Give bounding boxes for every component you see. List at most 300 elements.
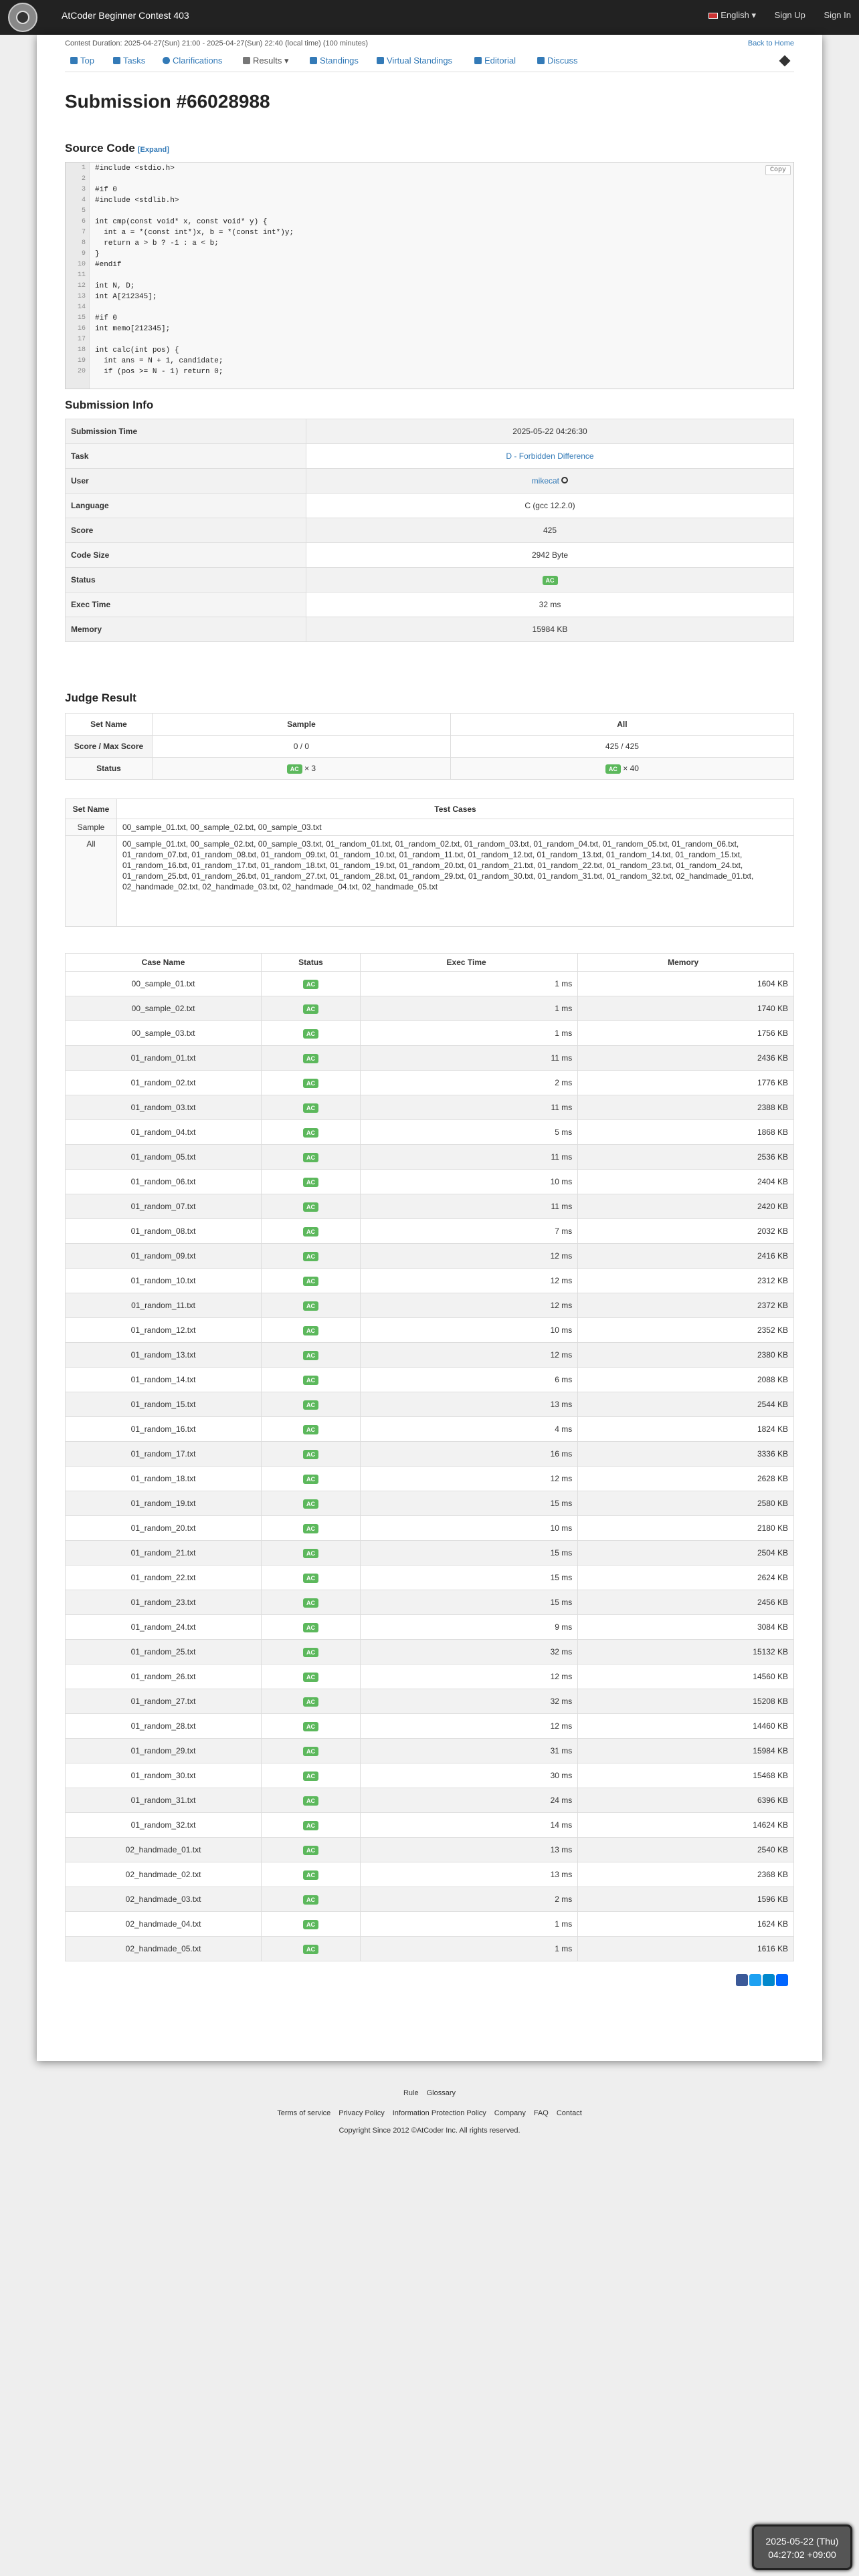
case-name-cell: 02_handmade_05.txt [66,1937,262,1961]
twitter-icon[interactable] [749,1974,761,1986]
info-label: Status [66,568,306,593]
signup-link[interactable]: Sign Up [774,10,805,20]
code-text: int A[212345]; [95,293,157,301]
info-row [66,444,794,469]
case-name-cell: 01_random_30.txt [66,1763,262,1788]
case-exec-time-cell: 24 ms [360,1788,577,1813]
col-case-name: Case Name [66,954,262,972]
table-row [66,1392,794,1417]
case-memory-cell: 2388 KB [578,1095,794,1120]
case-status-cell [262,1862,361,1887]
info-label: Language [66,494,306,518]
line-number: 3 [81,186,86,193]
case-name-cell: 02_handmade_02.txt [66,1862,262,1887]
telegram-icon[interactable] [763,1974,775,1986]
line-number: 12 [77,282,86,290]
case-status-cell [262,1665,361,1689]
status-badge: AC [605,764,621,774]
code-text: int ans = N + 1, candidate; [95,357,223,365]
line-number: 16 [77,325,86,332]
list-icon [113,57,120,64]
tab-top-label: Top [80,56,94,66]
footer-terms-link[interactable]: Terms of service [277,2109,331,2117]
status-badge: AC [303,1029,318,1039]
table-row [66,1194,794,1219]
uk-flag-icon [708,13,718,19]
table-row [66,1541,794,1566]
code-line [66,367,793,377]
col-exec-time: Exec Time [360,954,577,972]
case-memory-cell: 1756 KB [578,1021,794,1046]
tab-standings[interactable] [310,56,359,66]
task-link[interactable]: D - Forbidden Difference [506,451,594,461]
code-line [66,271,793,280]
language-value: C (gcc 12.2.0) [306,494,794,518]
case-exec-time-cell: 9 ms [360,1615,577,1640]
status-badge: AC [287,764,302,774]
set-cases: 00_sample_01.txt, 00_sample_02.txt, 00_sample_03.txt [117,819,794,836]
line-number: 18 [77,346,86,354]
tab-virtual-label: Virtual Standings [387,56,453,66]
case-memory-cell: 2180 KB [578,1516,794,1541]
case-memory-cell: 3084 KB [578,1615,794,1640]
case-exec-time-cell: 1 ms [360,972,577,996]
case-name-cell: 01_random_13.txt [66,1343,262,1368]
contest-nav [65,52,794,72]
info-label: Submission Time [66,419,306,444]
table-row [66,1912,794,1937]
info-row [66,593,794,617]
code-line [66,228,793,237]
table-row [66,1665,794,1689]
code-text: int calc(int pos) { [95,346,179,354]
case-memory-cell: 1740 KB [578,996,794,1021]
case-exec-time-cell: 13 ms [360,1862,577,1887]
code-line [66,346,793,355]
table-row [66,1071,794,1095]
code-line [66,207,793,216]
status-badge: AC [303,980,318,989]
table-row [66,1021,794,1046]
code-line [66,282,793,291]
case-exec-time-cell: 12 ms [360,1467,577,1491]
table-row [66,1120,794,1145]
case-memory-cell: 2404 KB [578,1170,794,1194]
case-exec-time-cell: 11 ms [360,1046,577,1071]
case-name-cell: 01_random_07.txt [66,1194,262,1219]
case-name-cell: 01_random_21.txt [66,1541,262,1566]
code-line [66,164,793,173]
language-label: English [721,10,749,20]
case-name-cell: 01_random_19.txt [66,1491,262,1516]
table-icon [243,57,250,64]
case-status-cell [262,1318,361,1343]
case-memory-cell: 2420 KB [578,1194,794,1219]
case-exec-time-cell: 1 ms [360,1912,577,1937]
facebook-icon[interactable] [736,1974,748,1986]
case-status-cell [262,1491,361,1516]
case-memory-cell: 1776 KB [578,1071,794,1095]
case-status-cell [262,996,361,1021]
status-badge: AC [303,1153,318,1162]
table-row [66,1219,794,1244]
sort-icon [310,57,317,64]
status-badge: AC [543,576,558,585]
case-memory-cell: 2088 KB [578,1368,794,1392]
case-memory-cell: 15468 KB [578,1763,794,1788]
case-status-cell [262,1194,361,1219]
footer-privacy-link[interactable]: Privacy Policy [339,2109,385,2117]
status-badge: AC [303,1202,318,1212]
submission-time: 2025-05-22 04:26:30 [306,419,794,444]
case-exec-time-cell: 12 ms [360,1269,577,1293]
source-code-block[interactable] [65,162,794,389]
signin-link[interactable]: Sign In [824,10,851,20]
line-number: 9 [81,250,86,257]
source-code-heading [65,142,169,155]
case-status-cell [262,1417,361,1442]
status-badge: AC [303,1574,318,1583]
line-number: 5 [81,207,86,215]
pin-icon[interactable] [779,56,791,67]
table-row [66,1318,794,1343]
case-name-cell: 00_sample_03.txt [66,1021,262,1046]
code-text: #endif [95,261,122,269]
case-status-cell [262,1590,361,1615]
case-name-cell: 01_random_22.txt [66,1566,262,1590]
expand-link[interactable]: [Expand] [137,146,169,154]
row-status: Status [66,758,153,780]
table-row [66,1615,794,1640]
case-memory-cell: 1616 KB [578,1937,794,1961]
code-text: #if 0 [95,186,118,194]
case-exec-time-cell: 10 ms [360,1170,577,1194]
line-number: 11 [77,272,86,279]
case-exec-time-cell: 15 ms [360,1566,577,1590]
line-number: 10 [77,261,86,268]
table-row [66,972,794,996]
status-badge: AC [303,1524,318,1533]
case-status-cell [262,1368,361,1392]
case-exec-time-cell: 13 ms [360,1392,577,1417]
table-row [66,1763,794,1788]
case-status-cell [262,1343,361,1368]
set-name: Sample [66,819,117,836]
code-line [66,356,793,366]
footer-rule-link[interactable]: Rule [403,2089,419,2097]
back-home-link[interactable]: Back to Home [747,39,794,47]
footer [0,2089,859,2135]
case-name-cell: 01_random_23.txt [66,1590,262,1615]
status-badge: AC [303,1400,318,1410]
line-number: 4 [81,197,86,204]
table-row [66,1788,794,1813]
question-icon [163,57,170,64]
status-badge: AC [303,1697,318,1707]
case-exec-time-cell: 11 ms [360,1194,577,1219]
case-memory-cell: 1824 KB [578,1417,794,1442]
case-status-cell [262,1714,361,1739]
case-exec-time-cell: 1 ms [360,1937,577,1961]
col-set-name: Set Name [66,799,117,819]
status-badge: AC [303,1796,318,1806]
code-line [66,249,793,259]
clock-time: 04:27:02 +09:00 [768,2549,836,2560]
code-line [66,175,793,184]
case-memory-cell: 14460 KB [578,1714,794,1739]
footer-glossary-link[interactable]: Glossary [426,2089,456,2097]
clock-widget [752,2525,852,2570]
footer-company-link[interactable]: Company [494,2109,526,2117]
case-exec-time-cell: 15 ms [360,1491,577,1516]
case-status-cell [262,1763,361,1788]
case-memory-cell: 2312 KB [578,1269,794,1293]
case-name-cell: 01_random_26.txt [66,1665,262,1689]
case-name-cell: 01_random_10.txt [66,1269,262,1293]
language-select[interactable]: English ▾ [692,10,756,20]
case-status-cell [262,1541,361,1566]
case-exec-time-cell: 31 ms [360,1739,577,1763]
status-badge: AC [303,1772,318,1781]
home-icon [70,57,78,64]
case-name-cell: 01_random_27.txt [66,1689,262,1714]
tab-standings-label: Standings [320,56,359,66]
source-heading-text: Source Code [65,142,135,154]
case-name-cell: 01_random_20.txt [66,1516,262,1541]
case-status-cell [262,1566,361,1590]
status-badge: AC [303,1277,318,1286]
case-exec-time-cell: 12 ms [360,1244,577,1269]
case-exec-time-cell: 2 ms [360,1887,577,1912]
case-memory-cell: 1596 KB [578,1887,794,1912]
status-badge: AC [303,1425,318,1434]
status-badge: AC [303,1475,318,1484]
line-number: 2 [81,175,86,183]
table-row [66,1516,794,1541]
case-status-cell [262,1071,361,1095]
case-status-cell [262,1838,361,1862]
case-status-cell [262,1120,361,1145]
tab-results[interactable]: Results ▾ [243,56,289,66]
case-name-cell: 01_random_32.txt [66,1813,262,1838]
status-badge: AC [303,1870,318,1880]
contest-duration: Contest Duration: 2025-04-27(Sun) 21:00 - 2025-04-27(Sun) 22:40 (local time) (100 minutes) [65,39,369,47]
case-memory-cell: 3336 KB [578,1442,794,1467]
all-score: 425 / 425 [450,736,793,758]
info-label: Exec Time [66,593,306,617]
code-line [66,185,793,195]
case-name-cell: 01_random_25.txt [66,1640,262,1665]
status-badge: AC [303,1178,318,1187]
judge-result-table [65,713,794,780]
table-row [66,1491,794,1516]
status-badge: AC [303,1252,318,1261]
line-number: 14 [77,304,86,311]
tab-clarifications-label: Clarifications [173,56,223,66]
status-badge: AC [303,1227,318,1237]
status-badge: AC [303,1722,318,1731]
case-name-cell: 01_random_01.txt [66,1046,262,1071]
case-exec-time-cell: 6 ms [360,1368,577,1392]
table-row [66,996,794,1021]
status-badge: AC [303,1128,318,1138]
col-set-name: Set Name [66,714,153,736]
contest-title-link[interactable]: AtCoder Beginner Contest 403 [62,10,189,21]
case-name-cell: 02_handmade_03.txt [66,1887,262,1912]
code-text: int cmp(const void* x, const void* y) { [95,218,268,226]
table-row [66,1244,794,1269]
copyright: Copyright Since 2012 ©AtCoder Inc. All rights reserved. [339,2127,520,2135]
case-status-cell [262,1640,361,1665]
case-name-cell: 01_random_12.txt [66,1318,262,1343]
case-status-cell [262,1046,361,1071]
case-exec-time-cell: 12 ms [360,1293,577,1318]
case-name-cell: 01_random_05.txt [66,1145,262,1170]
case-memory-cell: 14560 KB [578,1665,794,1689]
case-name-cell: 01_random_31.txt [66,1788,262,1813]
case-status-cell [262,1912,361,1937]
case-name-cell: 01_random_17.txt [66,1442,262,1467]
case-memory-cell: 1868 KB [578,1120,794,1145]
case-name-cell: 01_random_09.txt [66,1244,262,1269]
case-exec-time-cell: 7 ms [360,1219,577,1244]
status-badge: AC [303,1623,318,1632]
tab-discuss[interactable] [537,56,578,66]
col-status: Status [262,954,361,972]
page-title: Submission #66028988 [65,91,270,112]
table-row [66,1937,794,1961]
info-row [66,419,794,444]
case-memory-cell: 2456 KB [578,1590,794,1615]
tab-tasks-label: Tasks [123,56,146,66]
line-number: 7 [81,229,86,236]
copy-button[interactable]: Copy [765,165,791,175]
footer-faq-link[interactable]: FAQ [533,2109,549,2117]
case-status-cell [262,1442,361,1467]
case-exec-time-cell: 11 ms [360,1145,577,1170]
case-exec-time-cell: 4 ms [360,1417,577,1442]
tab-results-label: Results [253,56,282,66]
info-row [66,568,794,593]
case-name-cell: 01_random_06.txt [66,1170,262,1194]
code-text: int a = *(const int*)x, b = *(const int*)y; [95,229,294,237]
table-row [66,1467,794,1491]
atcoder-logo[interactable] [8,3,37,32]
case-exec-time-cell: 12 ms [360,1343,577,1368]
status-badge: AC [303,1895,318,1905]
status-badge: AC [303,1549,318,1558]
case-status-cell [262,1887,361,1912]
code-line [66,292,793,302]
case-exec-time-cell: 14 ms [360,1813,577,1838]
exec-time-value: 32 ms [306,593,794,617]
code-text: if (pos >= N - 1) return 0; [95,368,223,376]
table-row [66,1145,794,1170]
tab-discuss-label: Discuss [547,56,578,66]
sort-icon [377,57,384,64]
case-memory-cell: 2540 KB [578,1838,794,1862]
case-memory-cell: 2352 KB [578,1318,794,1343]
search-icon[interactable] [561,477,568,484]
code-text: int memo[212345]; [95,325,171,333]
share-buttons [735,1974,788,1988]
status-badge: AC [303,1004,318,1014]
table-row [66,1862,794,1887]
plus-icon[interactable] [776,1974,788,1986]
status-badge: AC [303,1846,318,1855]
status-badge: AC [303,1326,318,1335]
tab-virtual-standings[interactable] [377,56,452,66]
tab-editorial-label: Editorial [484,56,516,66]
case-exec-time-cell: 15 ms [360,1590,577,1615]
tab-tasks[interactable] [113,56,145,66]
case-memory-cell: 2380 KB [578,1343,794,1368]
table-row [66,1046,794,1071]
case-status-cell [262,1293,361,1318]
info-label: Task [66,444,306,469]
judge-result-heading: Judge Result [65,691,136,704]
case-name-cell: 01_random_16.txt [66,1417,262,1442]
case-status-cell [262,1739,361,1763]
test-cases-table [65,953,794,1961]
tab-clarifications[interactable] [163,56,222,66]
case-exec-time-cell: 32 ms [360,1689,577,1714]
case-name-cell: 01_random_04.txt [66,1120,262,1145]
case-memory-cell: 14624 KB [578,1813,794,1838]
code-text: int N, D; [95,282,135,290]
table-row [66,1838,794,1862]
case-exec-time-cell: 10 ms [360,1516,577,1541]
case-exec-time-cell: 2 ms [360,1071,577,1095]
footer-contact-link[interactable]: Contact [556,2109,582,2117]
memory-value: 15984 KB [306,617,794,642]
table-row [66,1095,794,1120]
code-line [66,303,793,312]
tab-editorial[interactable] [474,56,516,66]
case-status-cell [262,1813,361,1838]
case-name-cell: 01_random_02.txt [66,1071,262,1095]
line-number: 1 [81,165,86,172]
code-line [66,239,793,248]
footer-ipp-link[interactable]: Information Protection Policy [392,2109,486,2117]
case-status-cell [262,1269,361,1293]
status-badge: AC [303,1499,318,1509]
case-exec-time-cell: 10 ms [360,1318,577,1343]
case-memory-cell: 2628 KB [578,1467,794,1491]
code-text: #if 0 [95,314,118,322]
case-name-cell: 01_random_28.txt [66,1714,262,1739]
line-number: 17 [77,336,86,343]
user-link[interactable]: mikecat [531,476,559,486]
row-score: Score / Max Score [66,736,153,758]
case-memory-cell: 15984 KB [578,1739,794,1763]
table-row [66,1887,794,1912]
status-badge: AC [303,1598,318,1608]
status-badge: AC [303,1351,318,1360]
info-label: User [66,469,306,494]
case-name-cell: 01_random_03.txt [66,1095,262,1120]
table-row [66,1640,794,1665]
status-badge: AC [303,1821,318,1830]
case-status-cell [262,1467,361,1491]
line-number: 6 [81,218,86,225]
case-status-cell [262,1170,361,1194]
status-badge: AC [303,1054,318,1063]
table-row [66,1417,794,1442]
case-status-cell [262,1021,361,1046]
tab-top[interactable] [70,56,94,66]
case-name-cell: 01_random_24.txt [66,1615,262,1640]
